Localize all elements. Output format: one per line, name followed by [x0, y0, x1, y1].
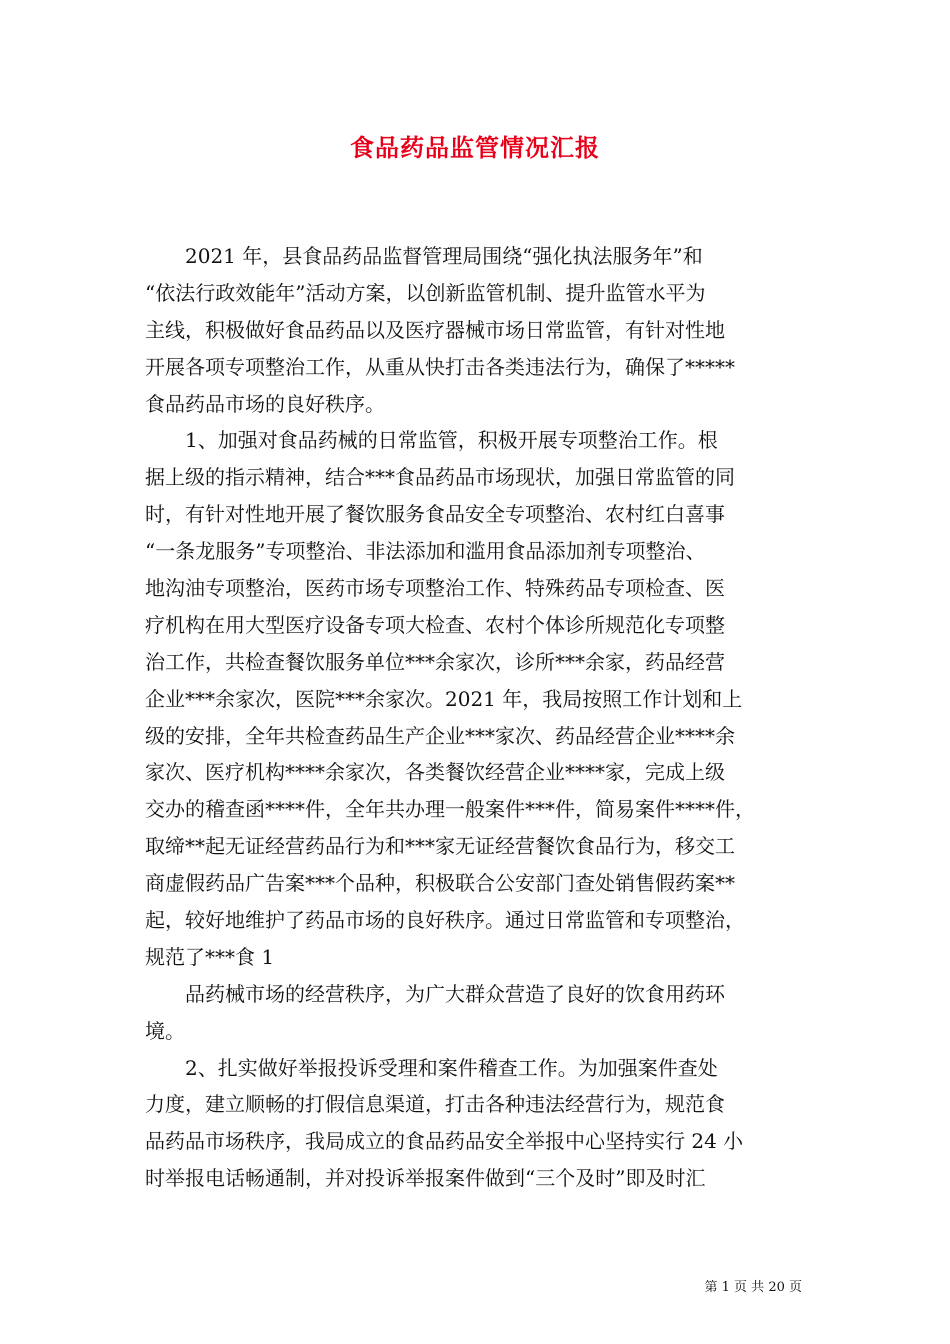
body-line: 2、扎实做好举报投诉受理和案件稽查工作。为加强案件查处 [145, 1055, 718, 1080]
body-line: 食品药品市场的良好秩序。 [145, 391, 385, 416]
body-line: 品药械市场的经营秩序，为广大群众营造了良好的饮食用药环 [145, 981, 725, 1006]
body-line: 规范了***食 1 [145, 944, 275, 969]
body-line: 据上级的指示精神，结合***食品药品市场现状，加强日常监管的同 [145, 465, 735, 490]
body-line: 时，有针对性地开展了餐饮服务食品安全专项整治、农村红白喜事 [145, 502, 725, 527]
body-line: 家次、医疗机构****余家次，各类餐饮经营企业****家，完成上级 [145, 760, 725, 785]
body-line: 开展各项专项整治工作，从重从快打击各类违法行为，确保了***** [145, 354, 735, 379]
body-line: 品药品市场秩序，我局成立的食品药品安全举报中心坚持实行 24 小 [145, 1129, 744, 1154]
body-line: 企业***余家次，医院***余家次。2021 年，我局按照工作计划和上 [145, 686, 743, 711]
body-line: 起，较好地维护了药品市场的良好秩序。通过日常监管和专项整治， [145, 908, 745, 933]
body-line: “一条龙服务”专项整治、非法添加和滥用食品添加剂专项整治、 [145, 539, 706, 564]
body-line: 级的安排，全年共检查药品生产企业***家次、药品经营企业****余 [145, 723, 735, 748]
body-line: 1、加强对食品药械的日常监管，积极开展专项整治工作。根 [145, 428, 718, 453]
body-line: 地沟油专项整治，医药市场专项整治工作、特殊药品专项检查、医 [145, 576, 725, 601]
body-line: 商虚假药品广告案***个品种，积极联合公安部门查处销售假药案** [145, 871, 735, 896]
body-line: “依法行政效能年”活动方案，以创新监管机制、提升监管水平为 [145, 280, 706, 305]
document-body [145, 238, 810, 1197]
body-line: 主线，积极做好食品药品以及医疗器械市场日常监管，有针对性地 [145, 317, 725, 342]
page-number-footer: 第 1 页 共 20 页 [704, 1280, 802, 1295]
body-line: 交办的稽查函****件，全年共办理一般案件***件，简易案件****件， [145, 797, 755, 822]
body-line: 取缔**起无证经营药品行为和***家无证经营餐饮食品行为，移交工 [145, 834, 735, 859]
body-line: 疗机构在用大型医疗设备专项大检查、农村个体诊所规范化专项整 [145, 612, 725, 637]
body-line: 时举报电话畅通制，并对投诉举报案件做到“三个及时”即及时汇 [145, 1166, 706, 1191]
body-line: 2021 年，县食品药品监督管理局围绕“强化执法服务年”和 [145, 244, 703, 268]
body-line: 境。 [145, 1018, 185, 1043]
body-line: 治工作，共检查餐饮服务单位***余家次，诊所***余家，药品经营 [145, 649, 725, 674]
body-line: 力度，建立顺畅的打假信息渠道，打击各种违法经营行为，规范食 [145, 1092, 725, 1117]
document-title: 食品药品监管情况汇报 [350, 133, 600, 162]
